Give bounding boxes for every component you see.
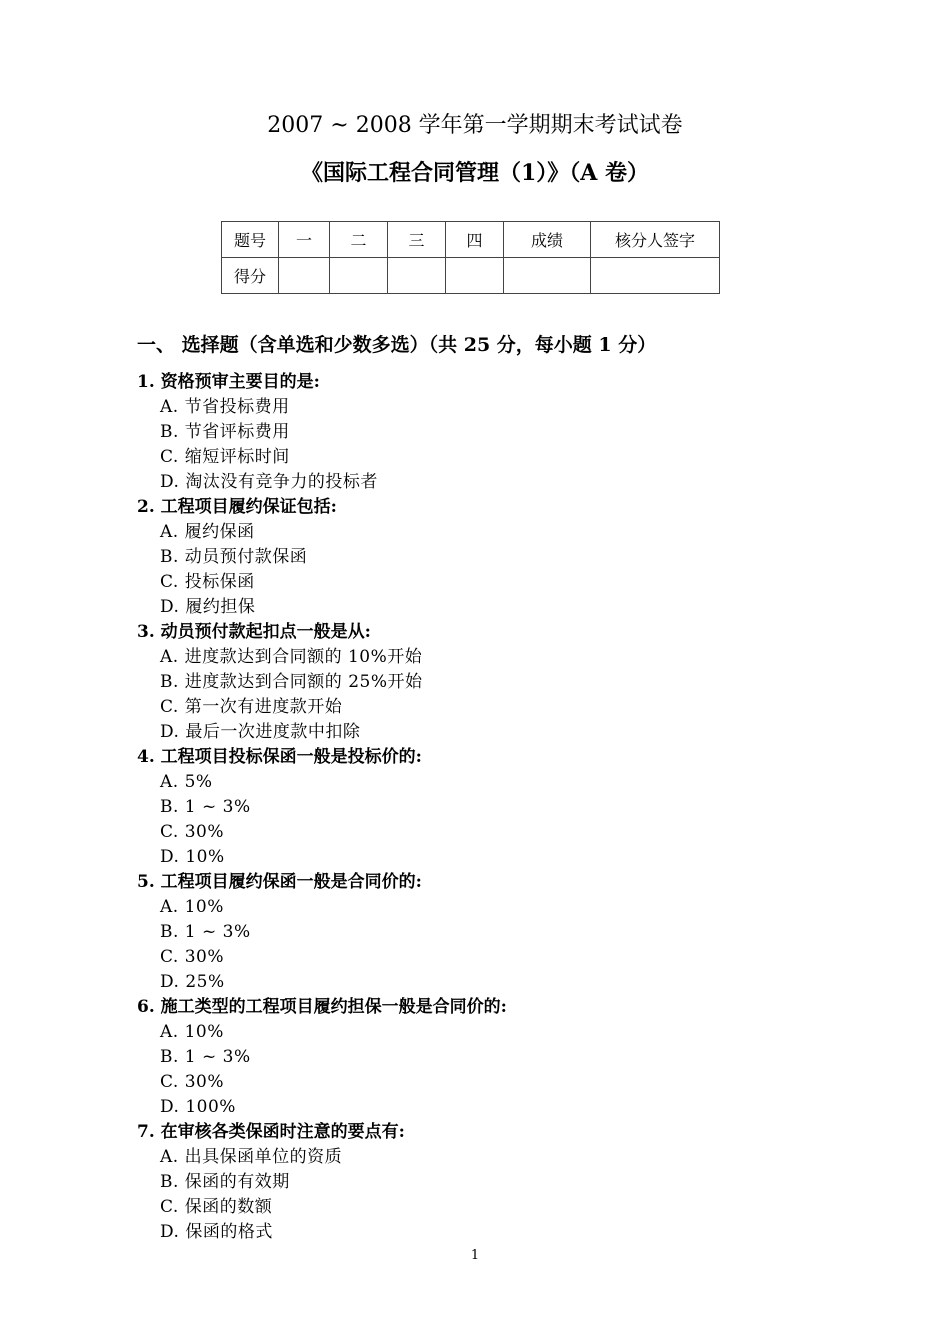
score-cell-part-2 (330, 258, 388, 294)
header-cell-question-no: 题号 (222, 222, 279, 258)
question-text: 2. 工程项目履约保证包括: (137, 497, 337, 517)
question-text: 1. 资格预审主要目的是: (137, 372, 320, 392)
question-block (137, 745, 897, 870)
question-option: C. 缩短评标时间 (160, 447, 290, 467)
question-option: B. 保函的有效期 (160, 1172, 290, 1192)
question-text: 4. 工程项目投标保函一般是投标价的: (137, 747, 422, 767)
score-cell-part-1 (279, 258, 330, 294)
question-option: C. 投标保函 (160, 572, 255, 592)
question-block (137, 995, 897, 1120)
question-option: B. 节省评标费用 (160, 422, 290, 442)
question-block (137, 870, 897, 995)
question-text: 7. 在审核各类保函时注意的要点有: (137, 1122, 405, 1142)
question-option: C. 30% (160, 822, 224, 842)
score-cell-part-3 (388, 258, 446, 294)
header-cell-part-4: 四 (446, 222, 504, 258)
question-option: A. 履约保函 (160, 522, 255, 542)
question-option: D. 淘汰没有竞争力的投标者 (160, 472, 378, 492)
score-cell-checker-signature (591, 258, 720, 294)
question-option: D. 保函的格式 (160, 1222, 273, 1242)
question-text: 6. 施工类型的工程项目履约担保一般是合同价的: (137, 997, 507, 1017)
question-option: B. 进度款达到合同额的 25%开始 (160, 672, 423, 692)
question-option: A. 节省投标费用 (160, 397, 290, 417)
header-cell-total: 成绩 (504, 222, 591, 258)
page-number: 1 (470, 1248, 480, 1263)
question-option: A. 10% (160, 897, 224, 917)
question-option: B. 1 ~ 3% (160, 922, 251, 942)
question-option: D. 10% (160, 847, 225, 867)
question-option: B. 动员预付款保函 (160, 547, 308, 567)
question-option: D. 100% (160, 1097, 236, 1117)
question-text: 5. 工程项目履约保函一般是合同价的: (137, 872, 422, 892)
question-option: B. 1 ~ 3% (160, 1047, 251, 1067)
question-option: A. 5% (160, 772, 213, 792)
header-cell-checker-signature: 核分人签字 (591, 222, 720, 258)
question-list (137, 370, 897, 1245)
score-row-label: 得分 (222, 258, 279, 294)
question-block (137, 370, 897, 495)
question-option: C. 保函的数额 (160, 1197, 273, 1217)
score-cell-total (504, 258, 591, 294)
header-cell-part-3: 三 (388, 222, 446, 258)
question-text: 3. 动员预付款起扣点一般是从: (137, 622, 371, 642)
question-option: D. 25% (160, 972, 225, 992)
question-option: A. 10% (160, 1022, 224, 1042)
question-option: B. 1 ~ 3% (160, 797, 251, 817)
exam-title: 2007 ~ 2008 学年第一学期期末考试试卷 (267, 113, 683, 138)
header-cell-part-1: 一 (279, 222, 330, 258)
question-block (137, 495, 897, 620)
question-option: C. 30% (160, 1072, 224, 1092)
question-option: C. 第一次有进度款开始 (160, 697, 343, 717)
course-title: 《国际工程合同管理（1）》（A 卷） (300, 160, 650, 186)
question-option: A. 进度款达到合同额的 10%开始 (160, 647, 423, 667)
section-heading: 一、 选择题（含单选和少数多选）（共 25 分，每小题 1 分） (137, 334, 657, 356)
question-option: D. 最后一次进度款中扣除 (160, 722, 361, 742)
score-table-header-row (222, 222, 720, 258)
question-block (137, 620, 897, 745)
question-block (137, 1120, 897, 1245)
question-option: D. 履约担保 (160, 597, 256, 617)
score-table (221, 221, 720, 294)
score-table-score-row (222, 258, 720, 294)
header-cell-part-2: 二 (330, 222, 388, 258)
score-cell-part-4 (446, 258, 504, 294)
question-option: A. 出具保函单位的资质 (160, 1147, 343, 1167)
question-option: C. 30% (160, 947, 224, 967)
